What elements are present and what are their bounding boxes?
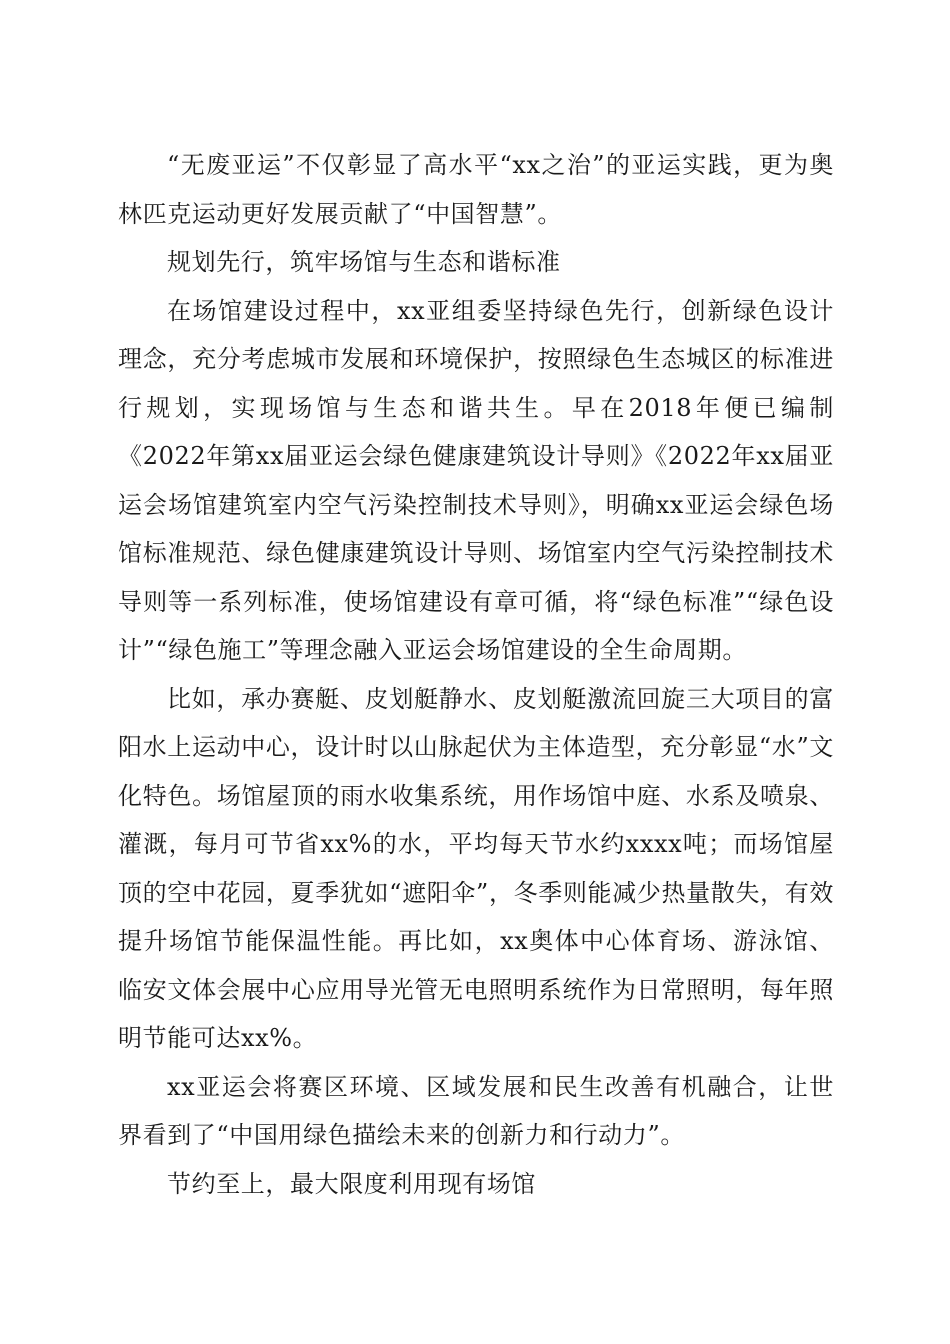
- paragraph-green-summary: xx亚运会将赛区环境、区域发展和民生改善有机融合，让世界看到了“中国用绿色描绘未来的创新力和行动力”。: [118, 1072, 834, 1149]
- paragraph-venue-standards: 在场馆建设过程中，xx亚组委坚持绿色先行，创新绿色设计理念，充分考虑城市发展和环境保护，按照绿色生态城区的标准进行规划，实现场馆与生态和谐共生。早在2018年便已编制《2022年第xx届亚运会绿色健康建筑设计导则》《2022年xx届亚运会场馆建筑室内空气污染控制技术导则》，明确xx亚运会绿色场馆标准规范、绿色健康建筑设计导则、场馆室内空气污染控制技术导则等一系列标准，使场馆建设有章可循，将“绿色标准”“绿色设计”“绿色施工”等理念融入亚运会场馆建设的全生命周期。: [118, 296, 834, 664]
- section-heading-saving: 节约至上，最大限度利用现有场馆: [167, 1169, 536, 1198]
- paragraph-venue-examples: 比如，承办赛艇、皮划艇静水、皮划艇激流回旋三大项目的富阳水上运动中心，设计时以山脉起伏为主体造型，充分彰显“水”文化特色。场馆屋顶的雨水收集系统，用作场馆中庭、水系及喷泉、灌溉，每月可节省xx%的水，平均每天节水约xxxx吨；而场馆屋顶的空中花园，夏季犹如“遮阳伞”，冬季则能减少热量散失，有效提升场馆节能保温性能。再比如，xx奥体中心体育场、游泳馆、临安文体会展中心应用导光管无电照明系统作为日常照明，每年照明节能可达xx%。: [118, 684, 834, 1052]
- document-body: [118, 141, 834, 1208]
- section-heading-planning: 规划先行，筑牢场馆与生态和谐标准: [167, 248, 561, 276]
- paragraph-intro-conclusion: “无废亚运”不仅彰显了高水平“xx之治”的亚运实践，更为奥林匹克运动更好发展贡献了“中国智慧”。: [118, 151, 834, 228]
